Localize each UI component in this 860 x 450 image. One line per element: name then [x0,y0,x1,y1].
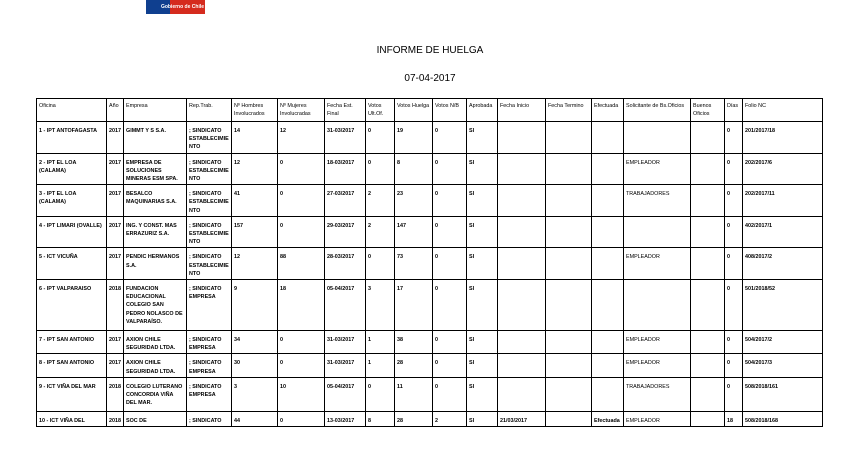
cell-hombres: 34 [232,331,278,354]
cell-rep-trab: ; SINDICATO EMPRESA [187,331,232,354]
cell-fecha-est-final: 31-03/2017 [325,331,366,354]
cell-empresa: BESALCO MAQUINARIAS S.A. [124,185,187,217]
cell-ano: 2017 [107,122,124,154]
col-header-ano: Año [107,99,124,122]
table-row [37,411,823,426]
cell-buenos-oficios [691,354,725,377]
cell-efectuada [592,216,624,248]
cell-hombres: 12 [232,248,278,280]
cell-folio-nc: 408/2017/2 [743,248,823,280]
cell-votos-huelga: 19 [395,122,433,154]
col-header-oficina: Oficina [37,99,107,122]
cell-solicitante: EMPLEADOR [624,411,691,426]
cell-mujeres: 0 [278,185,325,217]
cell-aprobada: SI [467,248,498,280]
col-header-fecha-termino: Fecha Termino [546,99,592,122]
table-row [37,216,823,248]
cell-dias: 0 [725,248,743,280]
cell-dias: 0 [725,216,743,248]
cell-fecha-est-final: 31-03/2017 [325,354,366,377]
report-title: INFORME DE HUELGA [376,45,484,56]
cell-oficina: 9 - ICT VIÑA DEL MAR [37,377,107,411]
cell-efectuada [592,248,624,280]
cell-fecha-inicio [498,122,546,154]
cell-solicitante: EMPLEADOR [624,153,691,185]
cell-ano: 2017 [107,354,124,377]
cell-oficina: 7 - IPT SAN ANTONIO [37,331,107,354]
cell-solicitante: EMPLEADOR [624,354,691,377]
cell-efectuada: Efectuada [592,411,624,426]
cell-votos-nb: 0 [433,354,467,377]
table-header-row [37,99,823,122]
cell-votos-huelga: 23 [395,185,433,217]
cell-fecha-termino [546,153,592,185]
cell-votos-nb: 0 [433,216,467,248]
cell-fecha-est-final: 29-03/2017 [325,216,366,248]
cell-fecha-est-final: 05-04/2017 [325,377,366,411]
cell-mujeres: 0 [278,354,325,377]
cell-folio-nc: 501/2018/52 [743,280,823,331]
cell-fecha-termino [546,354,592,377]
table-row [37,122,823,154]
cell-rep-trab: ; SINDICATO ESTABLECIMIENTO [187,248,232,280]
cell-oficina: 4 - IPT LIMARI (OVALLE) [37,216,107,248]
cell-mujeres: 10 [278,377,325,411]
cell-oficina: 10 - ICT VIÑA DEL [37,411,107,426]
cell-aprobada: SI [467,411,498,426]
gobierno-de-chile-logo [146,0,205,14]
cell-folio-nc: 504/2017/2 [743,331,823,354]
logo-text: Gobierno de Chile [160,4,204,10]
cell-aprobada: SI [467,185,498,217]
cell-mujeres: 0 [278,216,325,248]
cell-aprobada: SI [467,280,498,331]
cell-empresa: PENDIC HERMANOS S.A. [124,248,187,280]
col-header-dias: Días [725,99,743,122]
cell-fecha-termino [546,216,592,248]
cell-fecha-est-final: 05-04/2017 [325,280,366,331]
cell-fecha-inicio [498,280,546,331]
table-row [37,377,823,411]
cell-votos-ult-of: 8 [366,411,395,426]
cell-aprobada: SI [467,122,498,154]
cell-hombres: 3 [232,377,278,411]
cell-solicitante: EMPLEADOR [624,248,691,280]
cell-fecha-termino [546,411,592,426]
cell-fecha-termino [546,185,592,217]
cell-votos-ult-of: 1 [366,331,395,354]
cell-aprobada: SI [467,153,498,185]
cell-hombres: 41 [232,185,278,217]
cell-empresa: AXION CHILE SEGURIDAD LTDA. [124,354,187,377]
cell-aprobada: SI [467,377,498,411]
cell-solicitante: TRABAJADORES [624,185,691,217]
table-row [37,185,823,217]
cell-folio-nc: 504/2017/3 [743,354,823,377]
cell-solicitante [624,280,691,331]
cell-votos-nb: 0 [433,122,467,154]
cell-empresa: EMPRESA DE SOLUCIONES MINERAS ESM SPA. [124,153,187,185]
cell-folio-nc: 202/2017/11 [743,185,823,217]
cell-folio-nc: 508/2018/161 [743,377,823,411]
cell-rep-trab: ; SINDICATO ESTABLECIMIENTO [187,153,232,185]
cell-rep-trab: ; SINDICATO ESTABLECIMIENTO [187,185,232,217]
cell-efectuada [592,354,624,377]
cell-hombres: 157 [232,216,278,248]
cell-solicitante: TRABAJADORES [624,377,691,411]
cell-votos-ult-of: 2 [366,185,395,217]
cell-votos-ult-of: 0 [366,122,395,154]
cell-ano: 2018 [107,280,124,331]
cell-solicitante [624,216,691,248]
table-row [37,354,823,377]
cell-buenos-oficios [691,331,725,354]
table-row [37,248,823,280]
cell-efectuada [592,331,624,354]
cell-empresa: FUNDACION EDUCACIONAL COLEGIO SAN PEDRO NOLASCO DE VALPARAÍSO. [124,280,187,331]
cell-fecha-inicio [498,377,546,411]
col-header-buenos-oficios: Buenos Oficios [691,99,725,122]
cell-votos-nb: 0 [433,377,467,411]
strike-report-table [36,98,823,427]
cell-votos-nb: 0 [433,280,467,331]
cell-ano: 2017 [107,153,124,185]
cell-efectuada [592,153,624,185]
cell-fecha-termino [546,331,592,354]
cell-folio-nc: 402/2017/1 [743,216,823,248]
cell-rep-trab: ; SINDICATO EMPRESA [187,354,232,377]
cell-fecha-inicio [498,331,546,354]
report-date: 07-04-2017 [404,73,456,84]
cell-buenos-oficios [691,280,725,331]
cell-dias: 0 [725,377,743,411]
cell-oficina: 8 - IPT SAN ANTONIO [37,354,107,377]
cell-rep-trab: ; SINDICATO ESTABLECIMIENTO [187,216,232,248]
cell-mujeres: 12 [278,122,325,154]
cell-votos-ult-of: 1 [366,354,395,377]
cell-efectuada [592,185,624,217]
cell-votos-huelga: 28 [395,354,433,377]
cell-rep-trab: ; SINDICATO [187,411,232,426]
cell-empresa: COLEGIO LUTERANO CONCORDIA VIÑA DEL MAR. [124,377,187,411]
cell-votos-nb: 0 [433,331,467,354]
cell-buenos-oficios [691,216,725,248]
cell-folio-nc: 202/2017/6 [743,153,823,185]
cell-oficina: 6 - IPT VALPARAISO [37,280,107,331]
cell-hombres: 9 [232,280,278,331]
col-header-votos-huelga: Votos Huelga [395,99,433,122]
cell-hombres: 12 [232,153,278,185]
table-row [37,280,823,331]
cell-fecha-inicio [498,216,546,248]
cell-votos-ult-of: 2 [366,216,395,248]
col-header-efectuada: Efectuada [592,99,624,122]
cell-fecha-inicio: 21/03/2017 [498,411,546,426]
cell-dias: 0 [725,153,743,185]
cell-dias: 0 [725,185,743,217]
cell-dias: 0 [725,280,743,331]
cell-votos-huelga: 28 [395,411,433,426]
cell-dias: 18 [725,411,743,426]
cell-folio-nc: 508/2018/168 [743,411,823,426]
cell-votos-huelga: 11 [395,377,433,411]
col-header-folio-nc: Folio NC [743,99,823,122]
cell-votos-ult-of: 3 [366,280,395,331]
cell-empresa: AXION CHILE SEGURIDAD LTDA. [124,331,187,354]
col-header-fecha-est-final: Fecha Est. Final [325,99,366,122]
cell-ano: 2017 [107,185,124,217]
cell-fecha-inicio [498,185,546,217]
cell-oficina: 2 - IPT EL LOA (CALAMA) [37,153,107,185]
cell-buenos-oficios [691,248,725,280]
cell-fecha-est-final: 28-03/2017 [325,248,366,280]
cell-rep-trab: ; SINDICATO EMPRESA [187,377,232,411]
cell-fecha-est-final: 13-03/2017 [325,411,366,426]
cell-rep-trab: ; SINDICATO ESTABLECIMIENTO [187,122,232,154]
cell-buenos-oficios [691,411,725,426]
cell-ano: 2017 [107,248,124,280]
cell-votos-nb: 2 [433,411,467,426]
cell-aprobada: SI [467,331,498,354]
cell-rep-trab: ; SINDICATO EMPRESA [187,280,232,331]
cell-votos-ult-of: 0 [366,248,395,280]
col-header-empresa: Empresa [124,99,187,122]
cell-ano: 2018 [107,377,124,411]
cell-efectuada [592,377,624,411]
cell-fecha-inicio [498,354,546,377]
col-header-solicitante: Solicitante de Bs.Oficios [624,99,691,122]
col-header-votos-nb: Votos N/B [433,99,467,122]
cell-empresa: SOC DE [124,411,187,426]
cell-ano: 2018 [107,411,124,426]
cell-votos-huelga: 147 [395,216,433,248]
cell-buenos-oficios [691,377,725,411]
table-body [37,122,823,427]
cell-buenos-oficios [691,122,725,154]
cell-mujeres: 0 [278,411,325,426]
cell-buenos-oficios [691,153,725,185]
cell-hombres: 44 [232,411,278,426]
cell-aprobada: SI [467,216,498,248]
col-header-aprobada: Aprobada [467,99,498,122]
cell-votos-huelga: 8 [395,153,433,185]
cell-fecha-inicio [498,153,546,185]
cell-votos-nb: 0 [433,153,467,185]
cell-aprobada: SI [467,354,498,377]
cell-votos-nb: 0 [433,185,467,217]
cell-fecha-termino [546,280,592,331]
cell-fecha-est-final: 18-03/2017 [325,153,366,185]
cell-fecha-termino [546,122,592,154]
cell-votos-huelga: 38 [395,331,433,354]
table-row [37,153,823,185]
cell-fecha-est-final: 27-03/2017 [325,185,366,217]
cell-dias: 0 [725,122,743,154]
cell-mujeres: 18 [278,280,325,331]
cell-hombres: 30 [232,354,278,377]
cell-votos-huelga: 17 [395,280,433,331]
cell-oficina: 5 - ICT VICUÑA [37,248,107,280]
cell-fecha-termino [546,377,592,411]
cell-fecha-inicio [498,248,546,280]
col-header-fecha-inicio: Fecha Inicio [498,99,546,122]
cell-solicitante [624,122,691,154]
cell-empresa: ING. Y CONST. MAS ERRAZURIZ S.A. [124,216,187,248]
cell-dias: 0 [725,354,743,377]
cell-solicitante: EMPLEADOR [624,331,691,354]
col-header-rep-trab: Rep.Trab. [187,99,232,122]
cell-mujeres: 0 [278,153,325,185]
cell-ano: 2017 [107,216,124,248]
col-header-hombres: Nº Hombres Involucrados [232,99,278,122]
cell-efectuada [592,280,624,331]
cell-fecha-termino [546,248,592,280]
cell-votos-ult-of: 0 [366,153,395,185]
cell-oficina: 3 - IPT EL LOA (CALAMA) [37,185,107,217]
cell-hombres: 14 [232,122,278,154]
col-header-mujeres: Nº Mujeres Involucradas [278,99,325,122]
cell-oficina: 1 - IPT ANTOFAGASTA [37,122,107,154]
cell-mujeres: 88 [278,248,325,280]
cell-dias: 0 [725,331,743,354]
cell-votos-ult-of: 0 [366,377,395,411]
cell-mujeres: 0 [278,331,325,354]
cell-buenos-oficios [691,185,725,217]
col-header-votos-ult-of: Votos Ult.Of. [366,99,395,122]
table-row [37,331,823,354]
cell-folio-nc: 201/2017/18 [743,122,823,154]
cell-fecha-est-final: 31-03/2017 [325,122,366,154]
cell-ano: 2017 [107,331,124,354]
cell-empresa: GIMMT Y S S.A. [124,122,187,154]
cell-votos-nb: 0 [433,248,467,280]
cell-votos-huelga: 73 [395,248,433,280]
cell-efectuada [592,122,624,154]
